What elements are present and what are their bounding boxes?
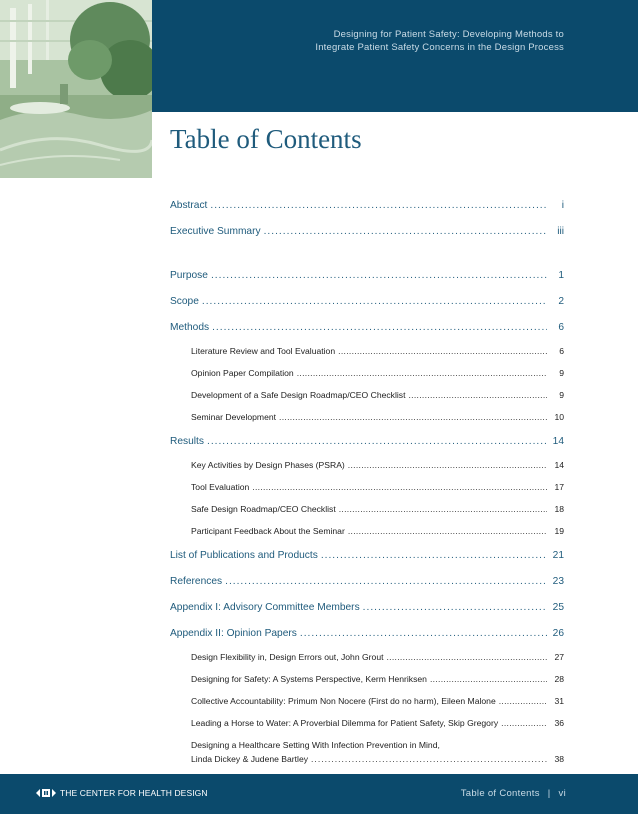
toc-entry-page: 21 xyxy=(552,550,564,561)
dot-leader xyxy=(339,502,547,517)
toc-subentry[interactable] xyxy=(170,366,564,381)
toc-subentry-label: Development of a Safe Design Roadmap/CEO Checklist xyxy=(191,390,406,400)
toc-subentry[interactable] xyxy=(170,344,564,359)
toc-subentry[interactable] xyxy=(170,650,564,665)
toc-entry-references[interactable] xyxy=(170,573,564,591)
footer-band xyxy=(0,774,638,814)
toc-subentry-page: 38 xyxy=(554,754,564,764)
toc-subentry-page: 36 xyxy=(554,718,564,728)
dot-leader xyxy=(279,410,547,425)
footer-page-info xyxy=(461,788,566,799)
dot-leader xyxy=(264,223,547,241)
dot-leader xyxy=(202,293,547,311)
dot-leader xyxy=(321,547,547,565)
toc-subentry-line2 xyxy=(191,752,564,766)
dot-leader xyxy=(501,716,547,731)
atrium-photo-illustration xyxy=(0,0,152,178)
toc-entry-label: Methods xyxy=(170,322,210,333)
toc-subentry-label-line2: Linda Dickey & Judene Bartley xyxy=(191,754,309,764)
toc-subentry[interactable] xyxy=(170,694,564,709)
toc-subentry-label: Design Flexibility in, Design Errors out, John Grout xyxy=(191,652,384,662)
toc-entry-results[interactable] xyxy=(170,433,564,451)
toc-entry-page: 25 xyxy=(552,602,564,613)
toc-subentry-page: 10 xyxy=(554,412,564,422)
report-subtitle xyxy=(204,28,564,54)
logo-text: THE CENTER FOR HEALTH DESIGN xyxy=(60,788,208,798)
atrium-photo xyxy=(0,0,152,178)
toc-subentry[interactable] xyxy=(170,458,564,473)
dot-leader xyxy=(363,599,547,617)
toc-subentry-label: Participant Feedback About the Seminar xyxy=(191,526,345,536)
toc-entry-label: Purpose xyxy=(170,270,208,281)
toc-subentry-page: 14 xyxy=(554,460,564,470)
toc-subentry-label: Seminar Development xyxy=(191,412,277,422)
report-subtitle-line1: Designing for Patient Safety: Developing Methods to xyxy=(333,29,564,40)
toc-entry-page: 6 xyxy=(558,322,564,333)
toc-entry-executive-summary[interactable] xyxy=(170,223,564,241)
toc-entry-label: Abstract xyxy=(170,200,208,211)
toc-entry-appendix-2[interactable] xyxy=(170,625,564,643)
toc-subentry-label: Tool Evaluation xyxy=(191,482,250,492)
table-of-contents xyxy=(170,197,564,766)
toc-subentry-page: 17 xyxy=(554,482,564,492)
toc-subentry-page: 9 xyxy=(559,368,564,378)
dot-leader xyxy=(225,573,547,591)
dot-leader xyxy=(499,694,547,709)
center-for-health-design-logo xyxy=(36,788,208,798)
toc-entry-page: 2 xyxy=(558,296,564,307)
toc-subentry[interactable] xyxy=(170,716,564,731)
toc-entry-page: 26 xyxy=(552,628,564,639)
toc-subentry-page: 9 xyxy=(559,390,564,400)
toc-subentry-label: Opinion Paper Compilation xyxy=(191,368,294,378)
toc-entry-purpose[interactable] xyxy=(170,267,564,285)
toc-subentry-label: Key Activities by Design Phases (PSRA) xyxy=(191,460,345,470)
toc-entry-methods[interactable] xyxy=(170,319,564,337)
toc-entry-label: List of Publications and Products xyxy=(170,550,318,561)
toc-subentry-page: 6 xyxy=(559,346,564,356)
toc-entry-publications[interactable] xyxy=(170,547,564,565)
toc-subentry[interactable] xyxy=(170,502,564,517)
toc-subentry-label: Designing for Safety: A Systems Perspective, Kerm Henriksen xyxy=(191,674,427,684)
toc-entry-label: Executive Summary xyxy=(170,226,261,237)
toc-subentry[interactable] xyxy=(170,410,564,425)
toc-entry-page: 14 xyxy=(552,436,564,447)
footer-separator: | xyxy=(547,788,551,799)
toc-entry-label: Results xyxy=(170,436,204,447)
toc-entry-label: Scope xyxy=(170,296,199,307)
dot-leader xyxy=(210,197,547,215)
toc-subentry-multiline[interactable] xyxy=(170,738,564,766)
dot-leader xyxy=(252,480,547,495)
toc-subentry[interactable] xyxy=(170,388,564,403)
report-subtitle-line2: Integrate Patient Safety Concerns in the Design Process xyxy=(315,42,564,53)
footer-section-title: Table of Contents xyxy=(460,788,540,799)
toc-subentry-label-line1: Designing a Healthcare Setting With Infection Prevention in Mind, xyxy=(191,740,440,750)
toc-entry-abstract[interactable] xyxy=(170,197,564,215)
dot-leader xyxy=(348,524,547,539)
dot-leader xyxy=(212,319,547,337)
toc-entry-page: 23 xyxy=(552,576,564,587)
toc-subentry-label: Safe Design Roadmap/CEO Checklist xyxy=(191,504,336,514)
toc-subentry[interactable] xyxy=(170,672,564,687)
toc-subentry-label: Leading a Horse to Water: A Proverbial Dilemma for Patient Safety, Skip Gregory xyxy=(191,718,499,728)
dot-leader xyxy=(408,388,547,403)
toc-subentry-page: 28 xyxy=(554,674,564,684)
toc-subentry-label: Literature Review and Tool Evaluation xyxy=(191,346,336,356)
dot-leader xyxy=(430,672,547,687)
toc-subentry[interactable] xyxy=(170,480,564,495)
dot-leader xyxy=(207,433,547,451)
toc-subentry-page: 27 xyxy=(554,652,564,662)
toc-entry-page: iii xyxy=(557,226,564,237)
toc-entry-label: Appendix I: Advisory Committee Members xyxy=(170,602,360,613)
dot-leader xyxy=(311,752,547,766)
toc-entry-page: 1 xyxy=(558,270,564,281)
toc-subentry-page: 18 xyxy=(554,504,564,514)
dot-leader xyxy=(297,366,547,381)
toc-entry-label: References xyxy=(170,576,223,587)
chd-logo-icon xyxy=(36,788,56,798)
toc-entry-appendix-1[interactable] xyxy=(170,599,564,617)
dot-leader xyxy=(348,458,547,473)
dot-leader xyxy=(338,344,547,359)
dot-leader xyxy=(211,267,547,285)
toc-entry-page: i xyxy=(561,200,564,211)
dot-leader xyxy=(300,625,547,643)
toc-subentry[interactable] xyxy=(170,524,564,539)
page-title: Table of Contents xyxy=(170,124,362,154)
dot-leader xyxy=(386,650,547,665)
toc-subentry-page: 31 xyxy=(554,696,564,706)
toc-entry-scope[interactable] xyxy=(170,293,564,311)
page-number: vi xyxy=(558,788,566,799)
toc-entry-label: Appendix II: Opinion Papers xyxy=(170,628,297,639)
toc-subentry-label: Collective Accountability: Primum Non Nocere (First do no harm), Eileen Malone xyxy=(191,696,496,706)
toc-subentry-page: 19 xyxy=(554,526,564,536)
